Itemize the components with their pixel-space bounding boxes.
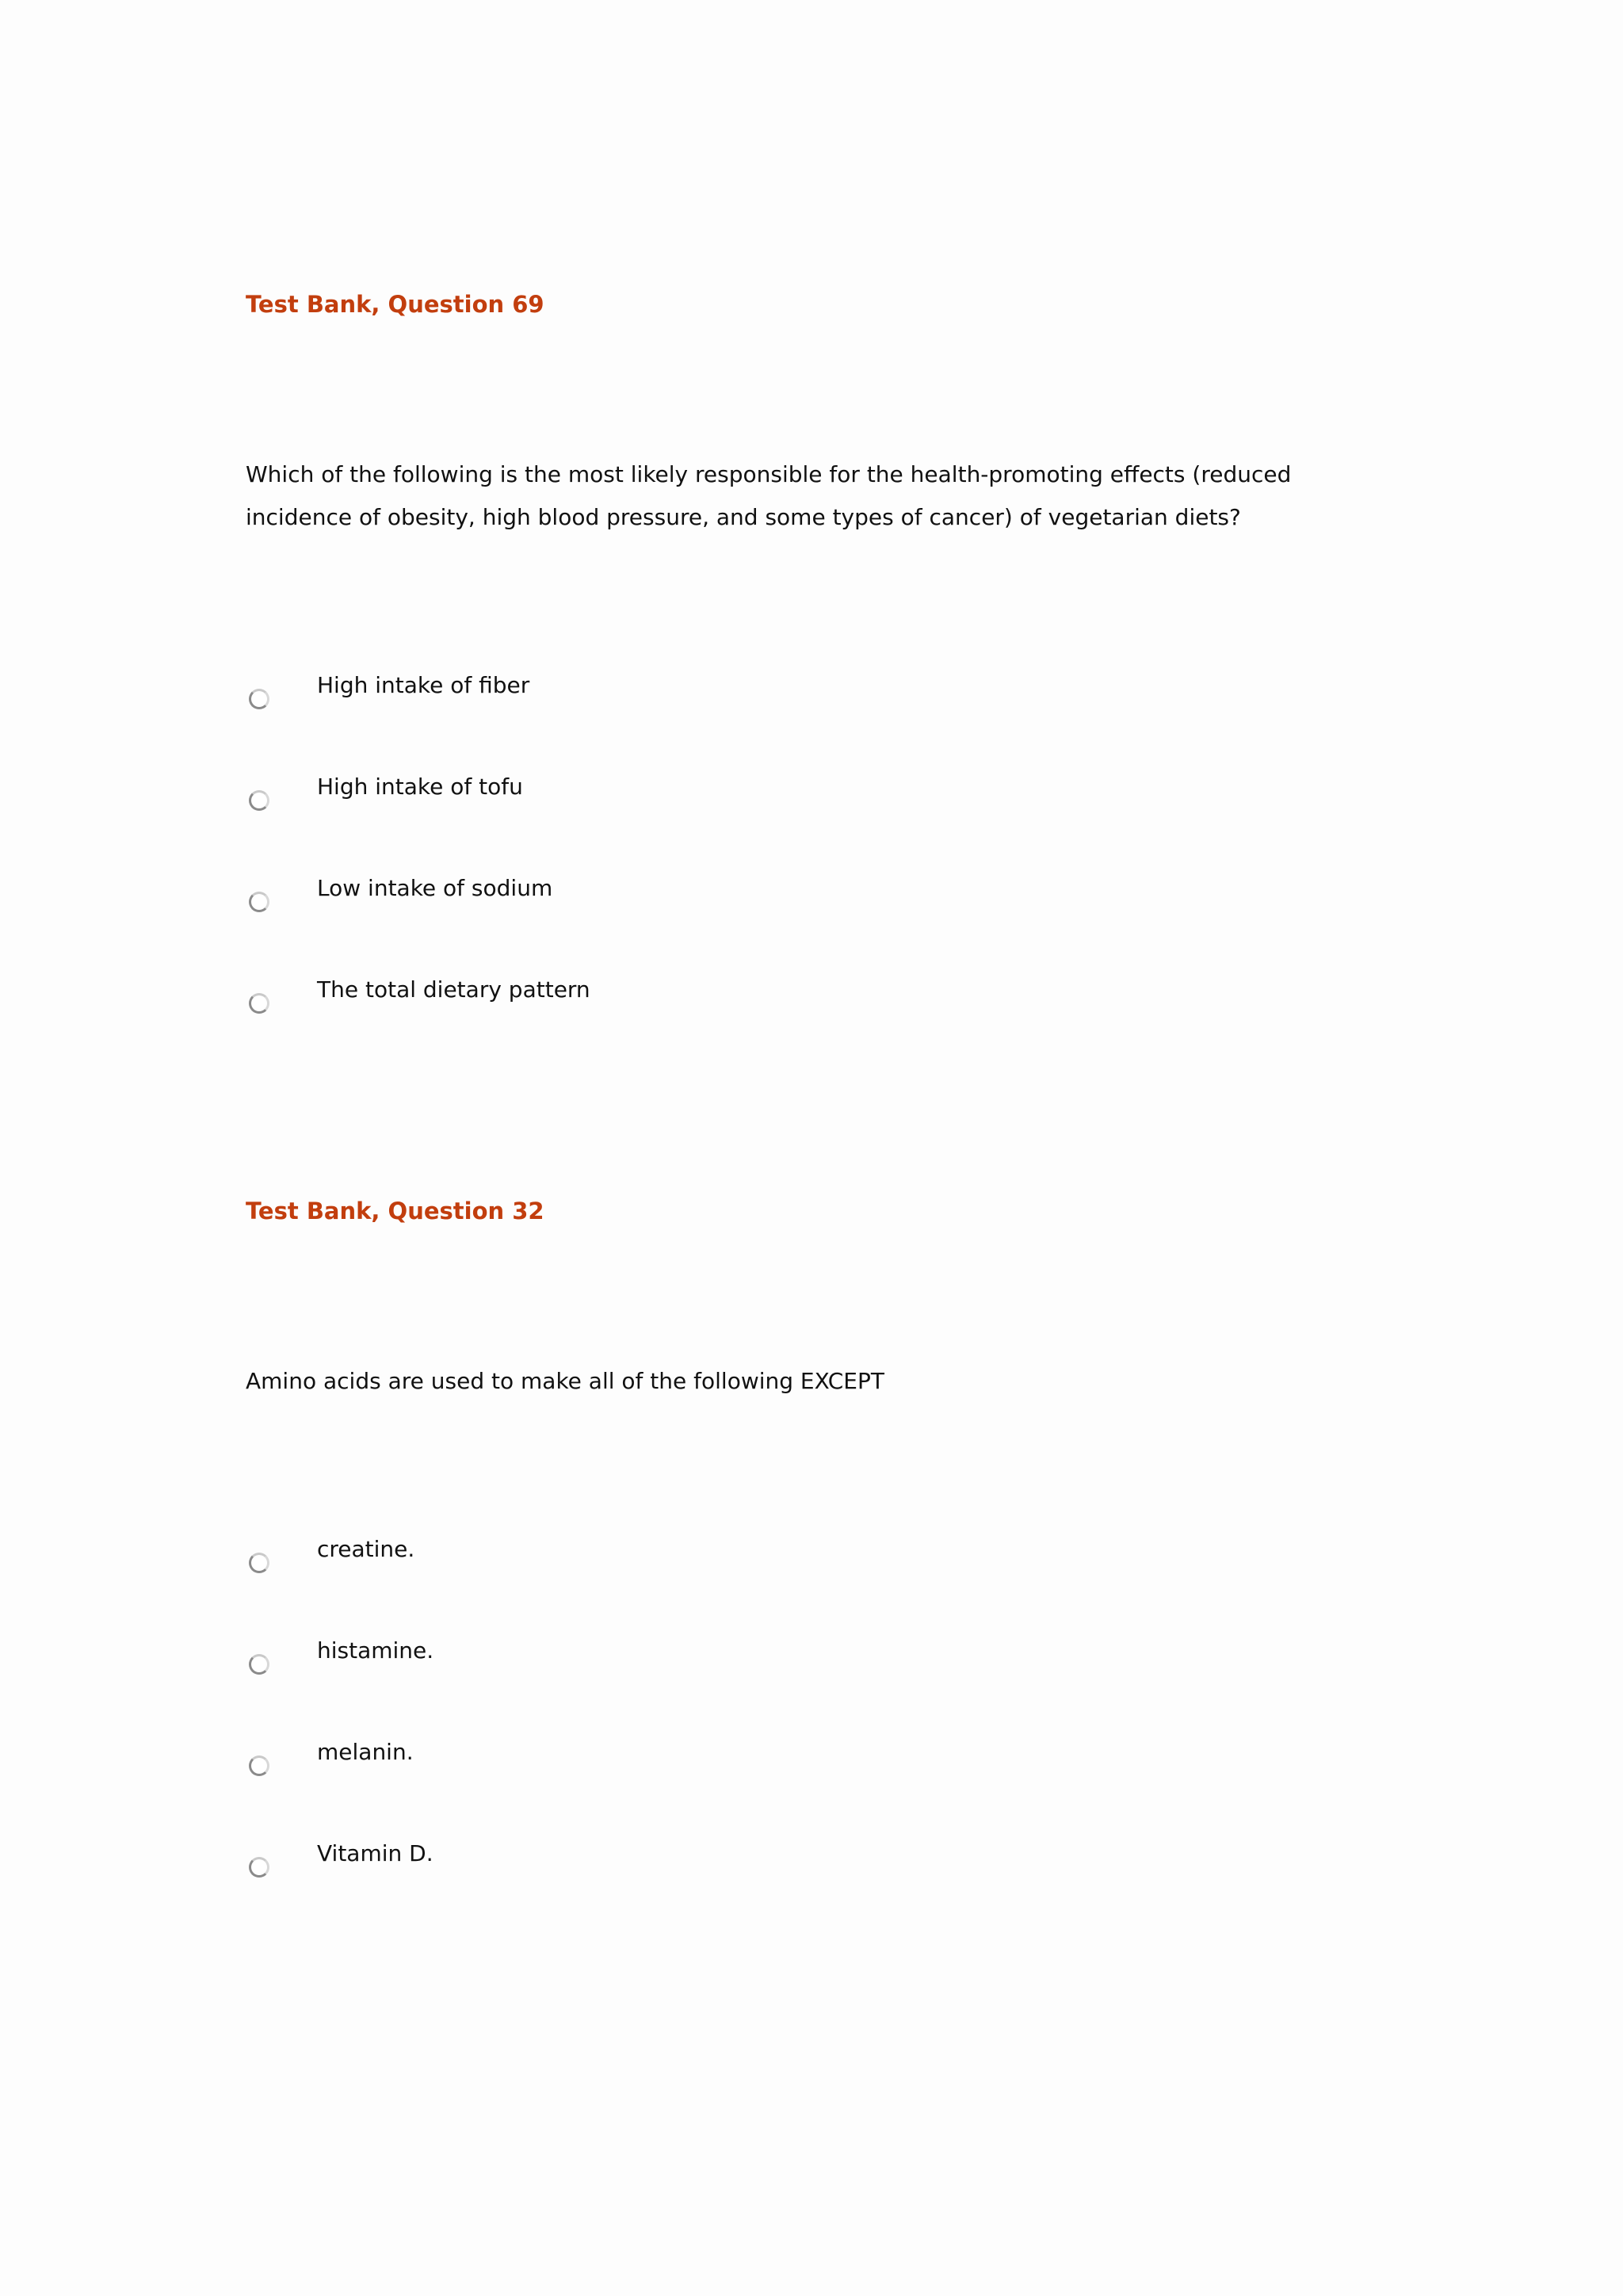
radio-button[interactable]	[249, 790, 269, 811]
answer-option[interactable]	[246, 773, 1197, 844]
question-heading: Test Bank, Question 69	[246, 291, 544, 318]
radio-button[interactable]	[249, 1755, 269, 1776]
radio-button[interactable]	[249, 1553, 269, 1573]
answer-option[interactable]	[246, 1535, 1197, 1606]
answer-option-label: creatine.	[317, 1536, 415, 1562]
answer-option-label: High intake of fiber	[317, 672, 530, 698]
answer-option[interactable]	[246, 1839, 1197, 1911]
question-heading: Test Bank, Question 32	[246, 1198, 544, 1224]
answer-option-label: The total dietary pattern	[317, 976, 590, 1003]
answer-option[interactable]	[246, 874, 1197, 946]
radio-button[interactable]	[249, 993, 269, 1014]
answer-option-label: melanin.	[317, 1739, 414, 1765]
radio-button[interactable]	[249, 689, 269, 709]
question-text: Which of the following is the most likely responsible for the health-promoting effects (reduced incidence of obesity, high blood pressure, and some types of cancer) of vegetarian diets?	[246, 461, 1292, 530]
answer-option-label: High intake of tofu	[317, 774, 523, 800]
answer-option-label: Vitamin D.	[317, 1840, 433, 1866]
radio-button[interactable]	[249, 1857, 269, 1878]
radio-button[interactable]	[249, 1654, 269, 1675]
answer-option[interactable]	[246, 976, 1197, 1047]
answer-option-label: histamine.	[317, 1637, 434, 1664]
answer-option-label: Low intake of sodium	[317, 875, 553, 901]
answer-option[interactable]	[246, 1738, 1197, 1809]
radio-button[interactable]	[249, 892, 269, 912]
question-text: Amino acids are used to make all of the following EXCEPT	[246, 1368, 884, 1394]
answer-option[interactable]	[246, 1637, 1197, 1708]
answer-option[interactable]	[246, 671, 1197, 743]
